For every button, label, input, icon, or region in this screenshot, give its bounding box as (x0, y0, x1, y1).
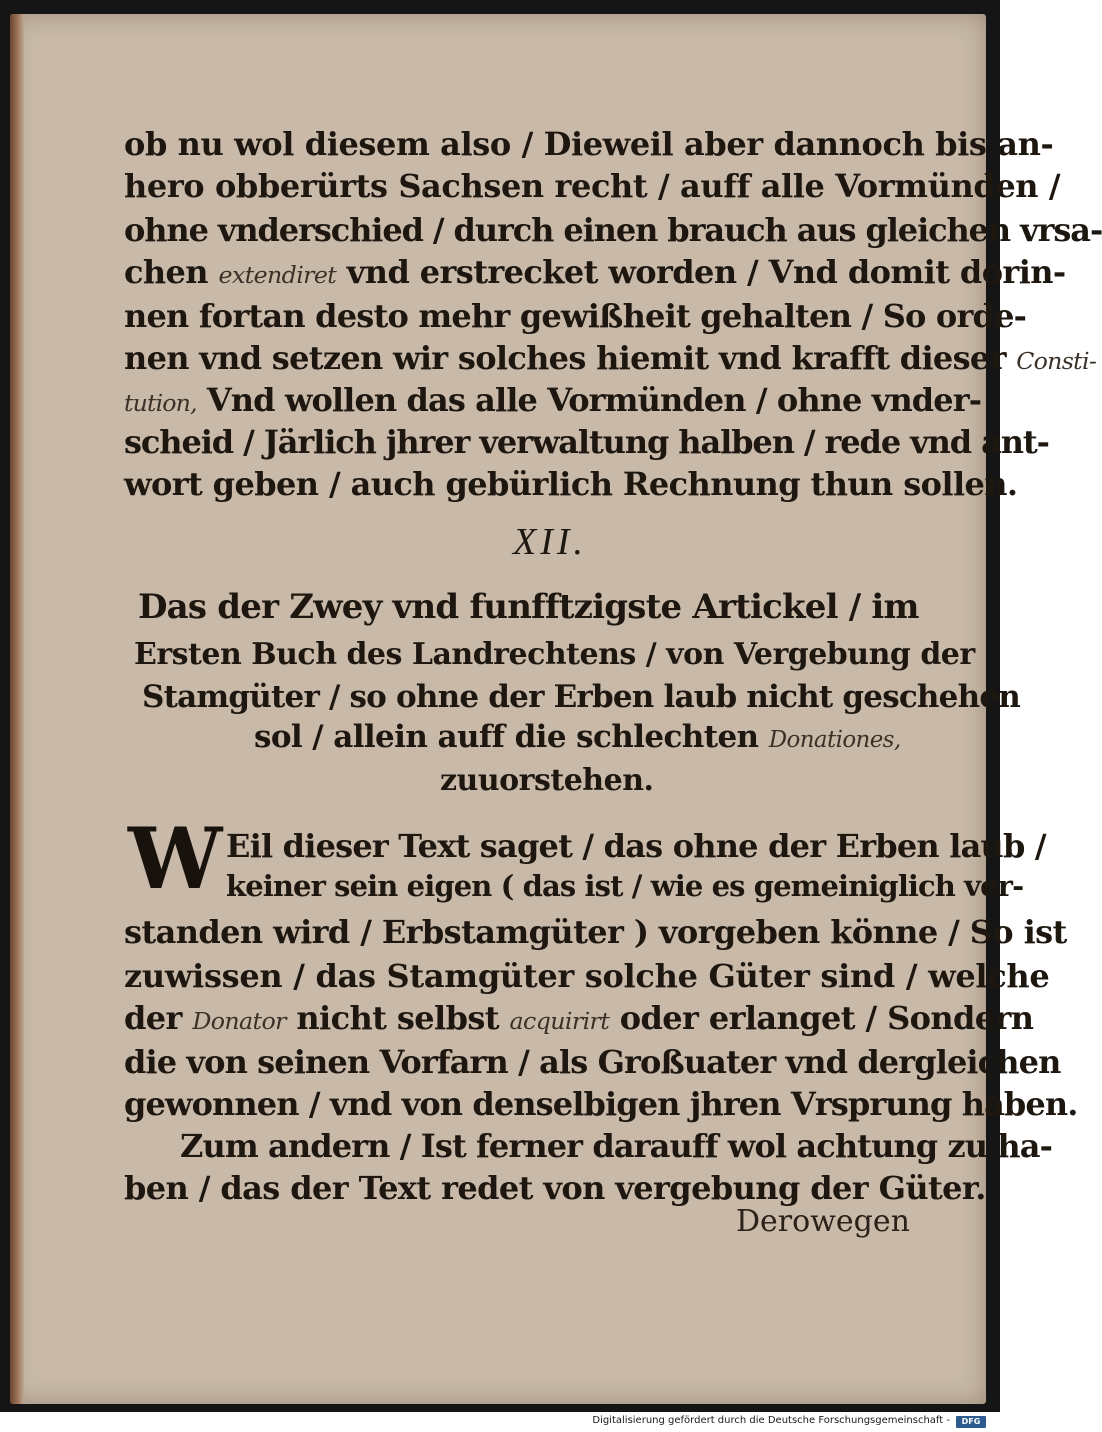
body-line-6-text: nen vnd setzen wir solches hiemit vnd krafft dieser (124, 339, 1006, 377)
heading-line-2: Ersten Buch des Landrechtens / von Vergebung der (134, 637, 975, 672)
footer-attribution: Digitalisierung gefördert durch die Deutsche Forschungsgemeinschaft - (592, 1415, 950, 1426)
body-line-5: nen fortan desto mehr gewißheit gehalten / So orde- (124, 297, 1027, 335)
heading-line-4 (254, 719, 901, 755)
latin-word-acquirirt: acquirirt (509, 1007, 610, 1035)
heading-line-5: zuuorstehen. (440, 763, 654, 798)
paragraph-line-7: gewonnen / vnd von denselbigen jhren Vrsprung haben. (124, 1085, 1078, 1123)
paragraph-line-5-start: der (124, 999, 182, 1037)
section-numeral: XII. (512, 521, 588, 563)
latin-word-extendiret: extendiret (218, 261, 337, 289)
body-line-9: wort geben / auch gebürlich Rechnung thun sollen. (124, 465, 1018, 503)
body-line-4-start: chen (124, 253, 208, 291)
latin-word-tution: tution, (124, 389, 197, 417)
book-spine-edge (10, 14, 24, 1404)
body-line-3: ohne vnderschied / durch einen brauch aus gleichen vrsa- (124, 211, 1102, 249)
heading-line-1: Das der Zwey vnd funfftzigste Artickel / im (138, 587, 919, 627)
heading-line-3: Stamgüter / so ohne der Erben laub nicht geschehen (142, 679, 1020, 715)
paragraph-line-2: keiner sein eigen ( das ist / wie es gemeiniglich ver- (226, 869, 1024, 903)
paragraph-line-5-rest: oder erlanget / Sondern (619, 999, 1034, 1037)
drop-cap-initial: W (128, 809, 223, 908)
footer-bar (0, 1412, 1000, 1432)
paragraph-line-4: zuwissen / das Stamgüter solche Güter sind / welche (124, 957, 1050, 995)
latin-word-donationes: Donationes, (768, 727, 901, 753)
dfg-logo: DFG (956, 1416, 986, 1428)
latin-word-consti: Consti- (1016, 347, 1097, 375)
paragraph-line-9: ben / das der Text redet von vergebung der Güter. (124, 1169, 986, 1207)
body-line-6 (124, 339, 1097, 377)
body-line-7-rest: Vnd wollen das alle Vormünden / ohne vnder- (206, 381, 982, 419)
catchword: Derowegen (736, 1204, 910, 1239)
body-line-2: hero obberürts Sachsen recht / auff alle Vormünden / (124, 167, 1061, 205)
body-line-4 (124, 253, 1066, 291)
paragraph-line-5-mid: nicht selbst (296, 999, 499, 1037)
body-line-7 (124, 381, 982, 419)
body-line-4-rest: vnd erstrecket worden / Vnd domit dorin- (346, 253, 1066, 291)
heading-line-4-text: sol / allein auff die schlechten (254, 719, 759, 755)
paragraph-line-3: standen wird / Erbstamgüter ) vorgeben könne / So ist (124, 913, 1067, 951)
latin-word-donator: Donator (192, 1007, 286, 1035)
body-line-8: scheid / Järlich jhrer verwaltung halben / rede vnd ant- (124, 423, 1049, 461)
body-line-1: ob nu wol diesem also / Dieweil aber dannoch bis an- (124, 125, 1054, 163)
paragraph-line-5 (124, 999, 1034, 1037)
paragraph-line-1: Eil dieser Text saget / das ohne der Erben laub / (226, 827, 1046, 865)
paragraph-line-6: die von seinen Vorfarn / als Großuater vnd dergleichen (124, 1043, 1061, 1081)
paragraph-line-8: Zum andern / Ist ferner darauff wol achtung zu ha- (180, 1127, 1052, 1165)
